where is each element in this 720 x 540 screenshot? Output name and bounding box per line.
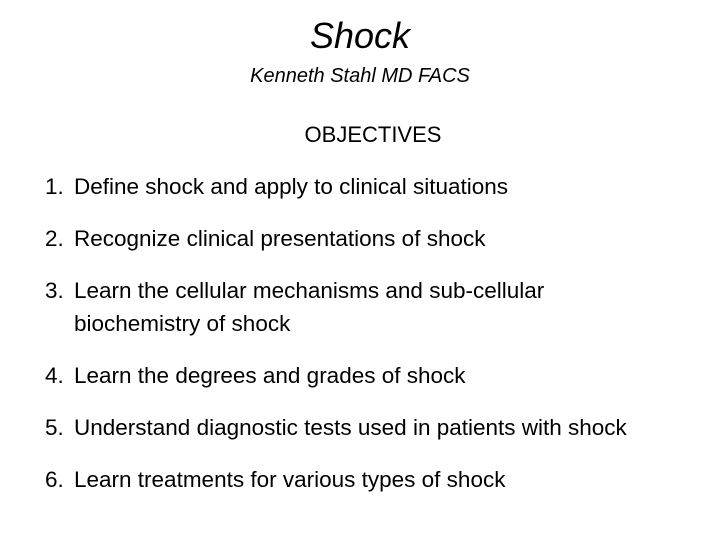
objectives-list [45,170,665,515]
author-subtitle: Kenneth Stahl MD FACS [250,65,470,87]
objective-text: Understand diagnostic tests used in patients with shock [74,415,627,440]
objective-text: Learn the degrees and grades of shock [74,363,466,388]
objective-number: 1. [45,174,64,199]
objectives-heading: OBJECTIVES [304,122,442,147]
objective-item-2 [45,222,665,255]
objective-item-5 [45,411,665,444]
objective-number: 4. [45,363,64,388]
objective-number: 2. [45,226,64,251]
objective-item-4 [45,359,665,392]
objective-item-6 [45,463,665,496]
objective-text: Learn treatments for various types of shock [74,467,506,492]
objective-text: Recognize clinical presentations of shock [74,226,486,251]
objective-item-1 [45,170,665,203]
objective-text: Learn the cellular mechanisms and sub-cellular biochemistry of shock [74,278,545,336]
objective-number: 5. [45,415,64,440]
objective-item-3 [45,274,665,340]
slide-title: Shock [309,15,411,56]
objective-number: 3. [45,278,64,303]
objective-number: 6. [45,467,64,492]
objective-text: Define shock and apply to clinical situations [74,174,508,199]
